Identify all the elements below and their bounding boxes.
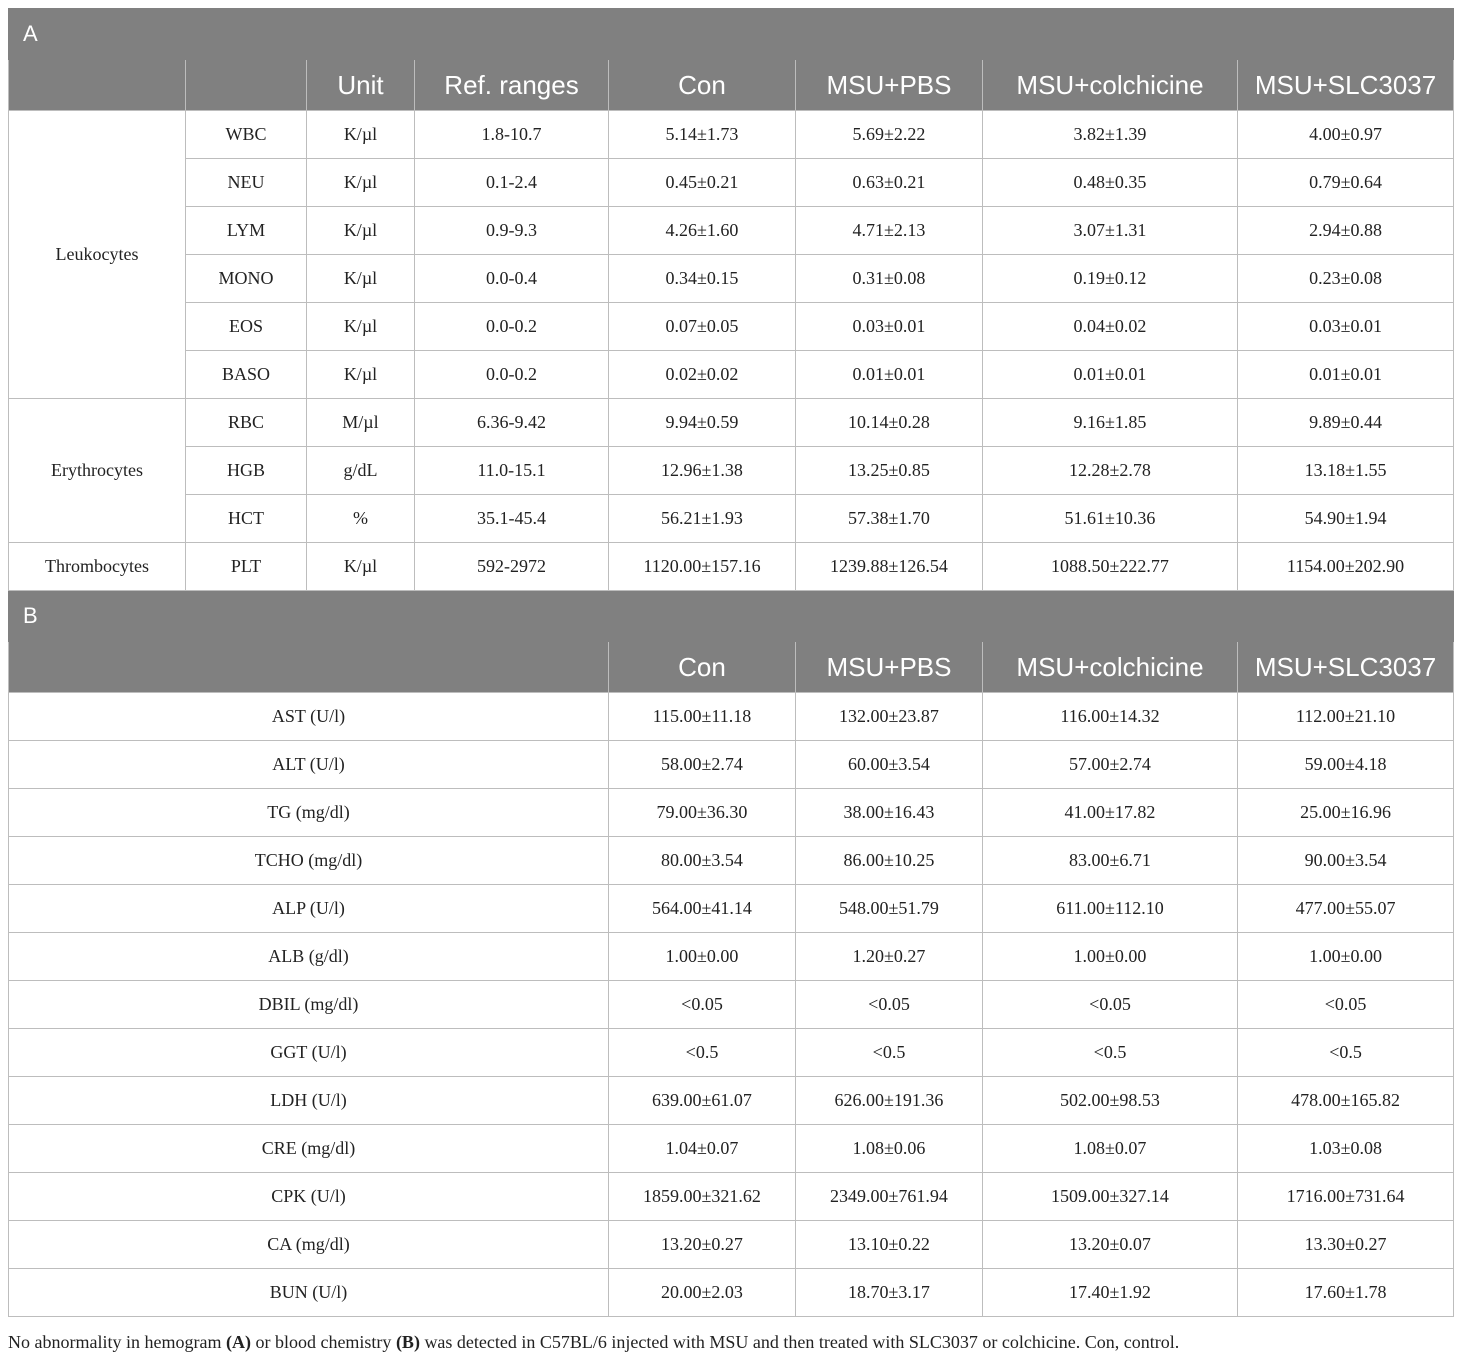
table-cell: 0.03±0.01 (796, 303, 983, 351)
table-cell: 57.00±2.74 (983, 741, 1238, 789)
table-cell: 4.71±2.13 (796, 207, 983, 255)
table-row (9, 303, 1454, 351)
table-cell: 1859.00±321.62 (609, 1173, 796, 1221)
table-cell: ALP (U/l) (9, 885, 609, 933)
table-cell: 5.14±1.73 (609, 111, 796, 159)
table-cell: 12.96±1.38 (609, 447, 796, 495)
panel-b-band (9, 591, 1454, 642)
table-cell: 548.00±51.79 (796, 885, 983, 933)
table-cell: 0.48±0.35 (983, 159, 1238, 207)
table-row (9, 1221, 1454, 1269)
table-cell: 9.89±0.44 (1238, 399, 1454, 447)
table-cell: 1.8-10.7 (415, 111, 609, 159)
table-cell: 4.26±1.60 (609, 207, 796, 255)
table-container (8, 8, 1453, 1317)
table-cell: 0.45±0.21 (609, 159, 796, 207)
table-cell: 0.0-0.2 (415, 303, 609, 351)
table-cell: HGB (186, 447, 307, 495)
table-cell: 12.28±2.78 (983, 447, 1238, 495)
table-cell: 132.00±23.87 (796, 693, 983, 741)
table-cell: 0.34±0.15 (609, 255, 796, 303)
table-cell: 564.00±41.14 (609, 885, 796, 933)
table-cell: HCT (186, 495, 307, 543)
table-row (9, 495, 1454, 543)
table-cell: 10.14±0.28 (796, 399, 983, 447)
table-cell: 9.94±0.59 (609, 399, 796, 447)
table-cell: <0.5 (1238, 1029, 1454, 1077)
table-cell: K/µl (307, 351, 415, 399)
table-cell: NEU (186, 159, 307, 207)
table-cell: BASO (186, 351, 307, 399)
table-cell: 116.00±14.32 (983, 693, 1238, 741)
table-cell: 0.1-2.4 (415, 159, 609, 207)
table-cell: K/µl (307, 111, 415, 159)
table-cell: 0.79±0.64 (1238, 159, 1454, 207)
table-row (9, 933, 1454, 981)
group-label: Erythrocytes (9, 399, 186, 543)
table-cell: 5.69±2.22 (796, 111, 983, 159)
table-cell: 0.63±0.21 (796, 159, 983, 207)
table-cell: 13.18±1.55 (1238, 447, 1454, 495)
table-cell: 13.25±0.85 (796, 447, 983, 495)
panel-a-header-cell (9, 60, 186, 111)
table-cell: 60.00±3.54 (796, 741, 983, 789)
caption-ref-b: (B) (395, 1332, 420, 1352)
table-row (9, 1269, 1454, 1317)
table-cell: K/µl (307, 543, 415, 591)
table-row (9, 255, 1454, 303)
table-cell: <0.5 (983, 1029, 1238, 1077)
caption-text-1: No abnormality in hemogram (8, 1332, 226, 1352)
table-cell: M/µl (307, 399, 415, 447)
panel-b-header-cell: MSU+PBS (796, 642, 983, 693)
table-cell: 1.03±0.08 (1238, 1125, 1454, 1173)
table-cell: 1.00±0.00 (1238, 933, 1454, 981)
table-cell: 2.94±0.88 (1238, 207, 1454, 255)
table-cell: 502.00±98.53 (983, 1077, 1238, 1125)
table-cell: 1509.00±327.14 (983, 1173, 1238, 1221)
table-cell: K/µl (307, 303, 415, 351)
table-cell: 0.23±0.08 (1238, 255, 1454, 303)
table-cell: 38.00±16.43 (796, 789, 983, 837)
panel-a-body (9, 9, 1454, 591)
table-cell: 9.16±1.85 (983, 399, 1238, 447)
table-cell: 17.40±1.92 (983, 1269, 1238, 1317)
panel-b-header-row (9, 642, 1454, 693)
table-cell: 0.02±0.02 (609, 351, 796, 399)
panel-b-header-cell (9, 642, 609, 693)
table-cell: 51.61±10.36 (983, 495, 1238, 543)
table-cell: 1154.00±202.90 (1238, 543, 1454, 591)
table-row (9, 981, 1454, 1029)
table-cell: % (307, 495, 415, 543)
table-cell: 13.10±0.22 (796, 1221, 983, 1269)
group-label: Thrombocytes (9, 543, 186, 591)
table-cell: 0.31±0.08 (796, 255, 983, 303)
table-cell: 0.01±0.01 (983, 351, 1238, 399)
table-cell: MONO (186, 255, 307, 303)
table-cell: 1.00±0.00 (609, 933, 796, 981)
table-cell: 90.00±3.54 (1238, 837, 1454, 885)
table-cell: 0.19±0.12 (983, 255, 1238, 303)
table-row (9, 741, 1454, 789)
table-cell: 13.20±0.07 (983, 1221, 1238, 1269)
table-cell: 115.00±11.18 (609, 693, 796, 741)
panel-a-header-cell (186, 60, 307, 111)
table-row (9, 1029, 1454, 1077)
table-cell: PLT (186, 543, 307, 591)
table-cell: 4.00±0.97 (1238, 111, 1454, 159)
table-cell: 0.07±0.05 (609, 303, 796, 351)
table-cell: 1.08±0.06 (796, 1125, 983, 1173)
table-cell: CRE (mg/dl) (9, 1125, 609, 1173)
table-cell: WBC (186, 111, 307, 159)
table-cell: 1088.50±222.77 (983, 543, 1238, 591)
panel-a-header-cell: MSU+colchicine (983, 60, 1238, 111)
panel-a-header-cell: Unit (307, 60, 415, 111)
table-cell: TCHO (mg/dl) (9, 837, 609, 885)
table-row (9, 1077, 1454, 1125)
table-cell: 611.00±112.10 (983, 885, 1238, 933)
table-cell: 13.30±0.27 (1238, 1221, 1454, 1269)
table-cell: 1.04±0.07 (609, 1125, 796, 1173)
table-cell: 0.01±0.01 (1238, 351, 1454, 399)
caption-ref-a: (A) (225, 1332, 251, 1352)
table-cell: 57.38±1.70 (796, 495, 983, 543)
table-cell: 639.00±61.07 (609, 1077, 796, 1125)
panel-a-header-cell: Ref. ranges (415, 60, 609, 111)
table-cell: K/µl (307, 207, 415, 255)
table-cell: 478.00±165.82 (1238, 1077, 1454, 1125)
table-cell: 18.70±3.17 (796, 1269, 983, 1317)
panel-a-label: A (9, 9, 1454, 60)
table-cell: g/dL (307, 447, 415, 495)
table-cell: CPK (U/l) (9, 1173, 609, 1221)
table-cell: 0.9-9.3 (415, 207, 609, 255)
panel-b-label: B (9, 591, 1454, 642)
table-row (9, 207, 1454, 255)
table-cell: 3.07±1.31 (983, 207, 1238, 255)
group-label: Leukocytes (9, 111, 186, 399)
table-cell: 56.21±1.93 (609, 495, 796, 543)
panel-b-header-cell: MSU+colchicine (983, 642, 1238, 693)
table-cell: 25.00±16.96 (1238, 789, 1454, 837)
table-cell: 58.00±2.74 (609, 741, 796, 789)
table-cell: RBC (186, 399, 307, 447)
table-row (9, 111, 1454, 159)
table-cell: 13.20±0.27 (609, 1221, 796, 1269)
table-cell: CA (mg/dl) (9, 1221, 609, 1269)
table-cell: 86.00±10.25 (796, 837, 983, 885)
table-cell: ALB (g/dl) (9, 933, 609, 981)
panel-a-header-row (9, 60, 1454, 111)
table-caption (8, 1332, 1179, 1353)
table-cell: 41.00±17.82 (983, 789, 1238, 837)
table-cell: <0.05 (796, 981, 983, 1029)
table-cell: DBIL (mg/dl) (9, 981, 609, 1029)
table-cell: 80.00±3.54 (609, 837, 796, 885)
table-cell: GGT (U/l) (9, 1029, 609, 1077)
table-row (9, 159, 1454, 207)
panel-b-body (9, 591, 1454, 1317)
panel-a-header-cell: MSU+PBS (796, 60, 983, 111)
table-cell: 54.90±1.94 (1238, 495, 1454, 543)
table-cell: 83.00±6.71 (983, 837, 1238, 885)
panel-a-header-cell: MSU+SLC3037 (1238, 60, 1454, 111)
table-cell: 1.20±0.27 (796, 933, 983, 981)
table-cell: <0.5 (609, 1029, 796, 1077)
panel-b-header-cell: MSU+SLC3037 (1238, 642, 1454, 693)
table-cell: 626.00±191.36 (796, 1077, 983, 1125)
table-cell: LYM (186, 207, 307, 255)
table-row (9, 351, 1454, 399)
table-row (9, 543, 1454, 591)
table-row (9, 693, 1454, 741)
table-cell: 592-2972 (415, 543, 609, 591)
table-row (9, 1125, 1454, 1173)
table-cell: 17.60±1.78 (1238, 1269, 1454, 1317)
table-cell: AST (U/l) (9, 693, 609, 741)
table-cell: 3.82±1.39 (983, 111, 1238, 159)
table-row (9, 447, 1454, 495)
table-cell: <0.05 (1238, 981, 1454, 1029)
caption-text-2: or blood chemistry (250, 1332, 396, 1352)
panel-b-header-cell: Con (609, 642, 796, 693)
table-cell: 11.0-15.1 (415, 447, 609, 495)
table-cell: 59.00±4.18 (1238, 741, 1454, 789)
table-row (9, 1173, 1454, 1221)
table-cell: <0.5 (796, 1029, 983, 1077)
table-cell: 2349.00±761.94 (796, 1173, 983, 1221)
table-cell: 477.00±55.07 (1238, 885, 1454, 933)
table-row (9, 789, 1454, 837)
table-cell: 1239.88±126.54 (796, 543, 983, 591)
table-cell: EOS (186, 303, 307, 351)
table-cell: 1.00±0.00 (983, 933, 1238, 981)
caption-text-3: was detected in C57BL/6 injected with MSU and then treated with SLC3037 or colchicine. Con, control. (419, 1332, 1180, 1352)
table-cell: K/µl (307, 255, 415, 303)
table-cell: 1120.00±157.16 (609, 543, 796, 591)
table-cell: 20.00±2.03 (609, 1269, 796, 1317)
table-cell: 35.1-45.4 (415, 495, 609, 543)
table-cell: 112.00±21.10 (1238, 693, 1454, 741)
results-table (8, 8, 1454, 1317)
table-cell: <0.05 (609, 981, 796, 1029)
table-row (9, 399, 1454, 447)
table-cell: 79.00±36.30 (609, 789, 796, 837)
table-cell: 0.03±0.01 (1238, 303, 1454, 351)
panel-a-header-cell: Con (609, 60, 796, 111)
table-cell: 0.01±0.01 (796, 351, 983, 399)
table-cell: 1.08±0.07 (983, 1125, 1238, 1173)
table-cell: 0.0-0.2 (415, 351, 609, 399)
table-cell: 1716.00±731.64 (1238, 1173, 1454, 1221)
table-cell: BUN (U/l) (9, 1269, 609, 1317)
table-cell: 0.0-0.4 (415, 255, 609, 303)
table-cell: LDH (U/l) (9, 1077, 609, 1125)
table-cell: K/µl (307, 159, 415, 207)
table-cell: 0.04±0.02 (983, 303, 1238, 351)
table-row (9, 837, 1454, 885)
table-cell: TG (mg/dl) (9, 789, 609, 837)
table-cell: 6.36-9.42 (415, 399, 609, 447)
panel-a-band (9, 9, 1454, 60)
table-cell: <0.05 (983, 981, 1238, 1029)
table-cell: ALT (U/l) (9, 741, 609, 789)
table-row (9, 885, 1454, 933)
